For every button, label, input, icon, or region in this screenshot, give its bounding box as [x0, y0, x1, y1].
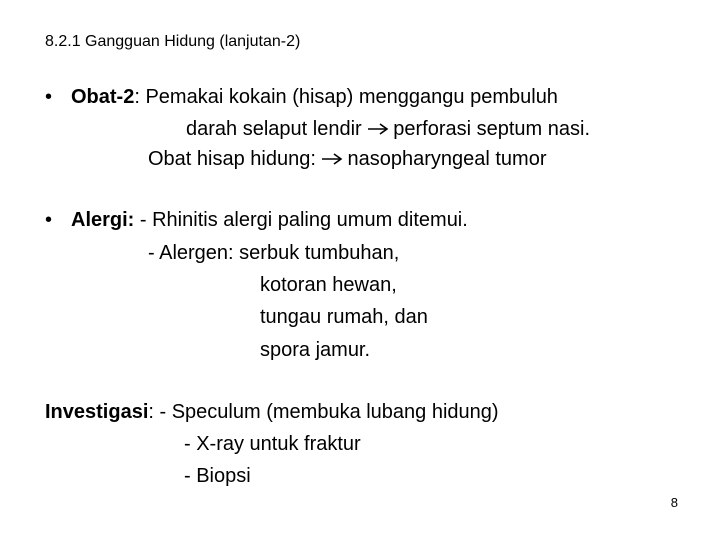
slide-title: 8.2.1 Gangguan Hidung (lanjutan-2)	[45, 33, 301, 50]
obat-term: Obat-2	[71, 86, 135, 108]
alergi-line-5: spora jamur.	[260, 339, 371, 361]
bullet-obat: •	[45, 86, 53, 108]
investigasi-term: Investigasi	[45, 401, 149, 423]
alergi-term: Alergi:	[71, 209, 135, 231]
alergi-line-3: kotoran hewan,	[260, 274, 397, 296]
obat-line-3	[148, 147, 546, 171]
bullet-alergi: •	[45, 209, 53, 231]
alergi-line-4: tungau rumah, dan	[260, 306, 428, 328]
alergi-line-1	[71, 208, 468, 232]
obat-text-2a: darah selaput lendir	[186, 118, 362, 140]
investigasi-text-1: : - Speculum (membuka lubang hidung)	[148, 401, 499, 423]
investigasi-line-3: - Biopsi	[184, 465, 251, 487]
right-arrow-icon	[321, 152, 343, 166]
obat-line-2	[186, 117, 590, 141]
investigasi-line-1	[45, 400, 499, 424]
alergi-line-2: - Alergen: serbuk tumbuhan,	[148, 242, 400, 264]
obat-text-2b: perforasi septum nasi.	[393, 118, 591, 140]
obat-text-3a: Obat hisap hidung:	[148, 148, 316, 170]
obat-line-1	[71, 85, 558, 109]
obat-colon: :	[134, 86, 140, 108]
investigasi-line-2: - X-ray untuk fraktur	[184, 433, 361, 455]
page-number: 8	[670, 495, 678, 510]
obat-text-1: Pemakai kokain (hisap) menggangu pembuluh	[139, 86, 558, 108]
alergi-text-1: - Rhinitis alergi paling umum ditemui.	[134, 209, 468, 231]
obat-text-3b: nasopharyngeal tumor	[347, 148, 547, 170]
right-arrow-icon	[367, 122, 389, 136]
